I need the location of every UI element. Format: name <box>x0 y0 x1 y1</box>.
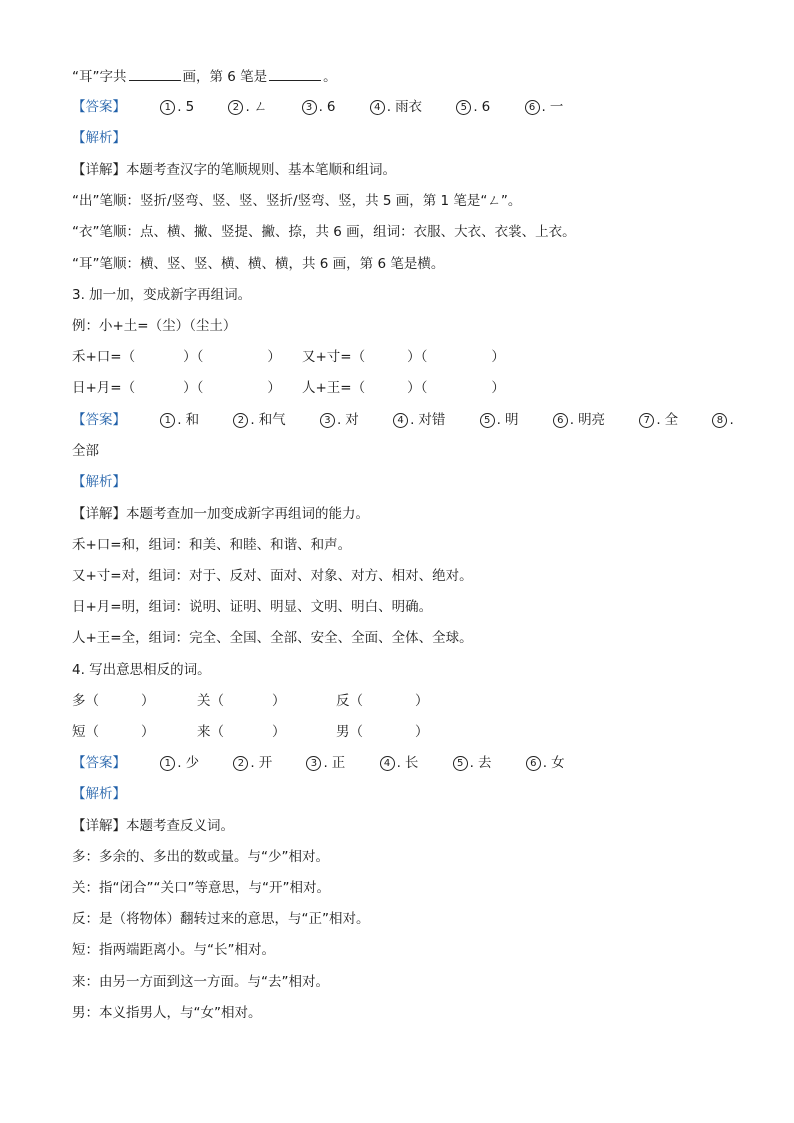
answer-item: 4 . 雨衣 <box>370 97 422 117</box>
explain-line: “耳”笔顺：横、竖、竖、横、横、横，共 6 画，第 6 笔是横。 <box>72 256 445 272</box>
explain-line: 短：指两端距离小。与“长”相对。 <box>72 942 275 958</box>
fill-blank[interactable] <box>129 66 181 81</box>
answer-item: 1 . 和 <box>160 410 199 430</box>
detail-line: 【详解】本题考查加一加变成新字再组词的能力。 <box>72 506 369 522</box>
explain-line: 日+月=明，组词：说明、证明、明显、文明、明白、明确。 <box>72 599 433 615</box>
answer-item: 7 . 全 <box>639 410 678 430</box>
q3-answer-row <box>72 410 738 430</box>
answer-item: 3 . 正 <box>306 753 345 773</box>
detail-line: 【详解】本题考查汉字的笔顺规则、基本笔顺和组词。 <box>72 162 396 178</box>
q4-item: 多（ ） <box>72 693 155 709</box>
q3-title: 3. 加一加，变成新字再组词。 <box>72 287 252 303</box>
answer-item: 3 . 6 <box>302 97 336 117</box>
explain-line: 多：多余的、多出的数或量。与“少”相对。 <box>72 849 329 865</box>
q4-item: 关（ ） <box>197 693 286 709</box>
q4-item: 反（ ） <box>336 693 429 709</box>
answer-tag: 【答案】 <box>72 412 126 428</box>
answer-item: 6 . 明亮 <box>553 410 605 430</box>
analysis-tag: 【解析】 <box>72 786 126 802</box>
q3-item: 禾+口=（ ）（ ） <box>72 349 281 365</box>
explain-line: 关：指“闭合”“关口”等意思，与“开”相对。 <box>72 880 330 896</box>
q2-answer-row <box>72 97 563 117</box>
fill-blank[interactable] <box>269 66 321 81</box>
q4-answer-row <box>72 753 565 773</box>
explain-line: 来：由另一方面到这一方面。与“去”相对。 <box>72 974 329 990</box>
answer-item: 4 . 长 <box>380 753 419 773</box>
answer-item: 4 . 对错 <box>393 410 445 430</box>
q3-item: 日+月=（ ）（ ） <box>72 380 281 396</box>
explain-line: 反：是（将物体）翻转过来的意思，与“正”相对。 <box>72 911 370 927</box>
answer-item: 2 . 和气 <box>233 410 285 430</box>
explain-line: “出”笔顺：竖折/竖弯、竖、竖、竖折/竖弯、竖，共 5 画，第 1 笔是“ㄥ”。 <box>72 193 522 209</box>
answer-item: 2 . 开 <box>233 753 272 773</box>
answer-item: 6 . 一 <box>525 97 564 117</box>
explain-line: “衣”笔顺：点、横、撇、竖提、撇、捺，共 6 画，组词：衣服、大衣、衣裳、上衣。 <box>72 224 576 240</box>
answer-item: 5 . 明 <box>480 410 519 430</box>
q3-item: 又+寸=（ ）（ ） <box>302 349 505 365</box>
analysis-tag: 【解析】 <box>72 130 126 146</box>
detail-line: 【详解】本题考查反义词。 <box>72 818 234 834</box>
q4-item: 短（ ） <box>72 724 155 740</box>
q2-erzi-question: “耳”字共 画，第 6 笔是 。 <box>72 66 337 87</box>
answer-tag: 【答案】 <box>72 755 126 771</box>
q4-item: 来（ ） <box>197 724 286 740</box>
answer-item: 3 . 对 <box>320 410 359 430</box>
answer-item: 2 . ㄥ <box>228 97 267 117</box>
answer-item: 1 . 5 <box>160 97 194 117</box>
answer-item: 5 . 6 <box>456 97 490 117</box>
explain-line: 男：本义指男人，与“女”相对。 <box>72 1005 262 1021</box>
q4-title: 4. 写出意思相反的词。 <box>72 662 211 678</box>
answer-item: 8 . <box>712 410 737 430</box>
q3-item: 人+王=（ ）（ ） <box>302 380 505 396</box>
explain-line: 又+寸=对，组词：对于、反对、面对、对象、对方、相对、绝对。 <box>72 568 473 584</box>
answer-tag: 【答案】 <box>72 99 126 115</box>
answer-item: 5 . 去 <box>453 753 492 773</box>
answer-item: 6 . 女 <box>526 753 565 773</box>
answer-item: 1 . 少 <box>160 753 199 773</box>
explain-line: 人+王=全，组词：完全、全国、全部、安全、全面、全体、全球。 <box>72 630 473 646</box>
q3-example: 例：小+土=（尘）（尘土） <box>72 318 237 334</box>
q4-item: 男（ ） <box>336 724 429 740</box>
explain-line: 禾+口=和，组词：和美、和睦、和谐、和声。 <box>72 537 352 553</box>
answer-wrap: 全部 <box>72 443 99 459</box>
analysis-tag: 【解析】 <box>72 474 126 490</box>
